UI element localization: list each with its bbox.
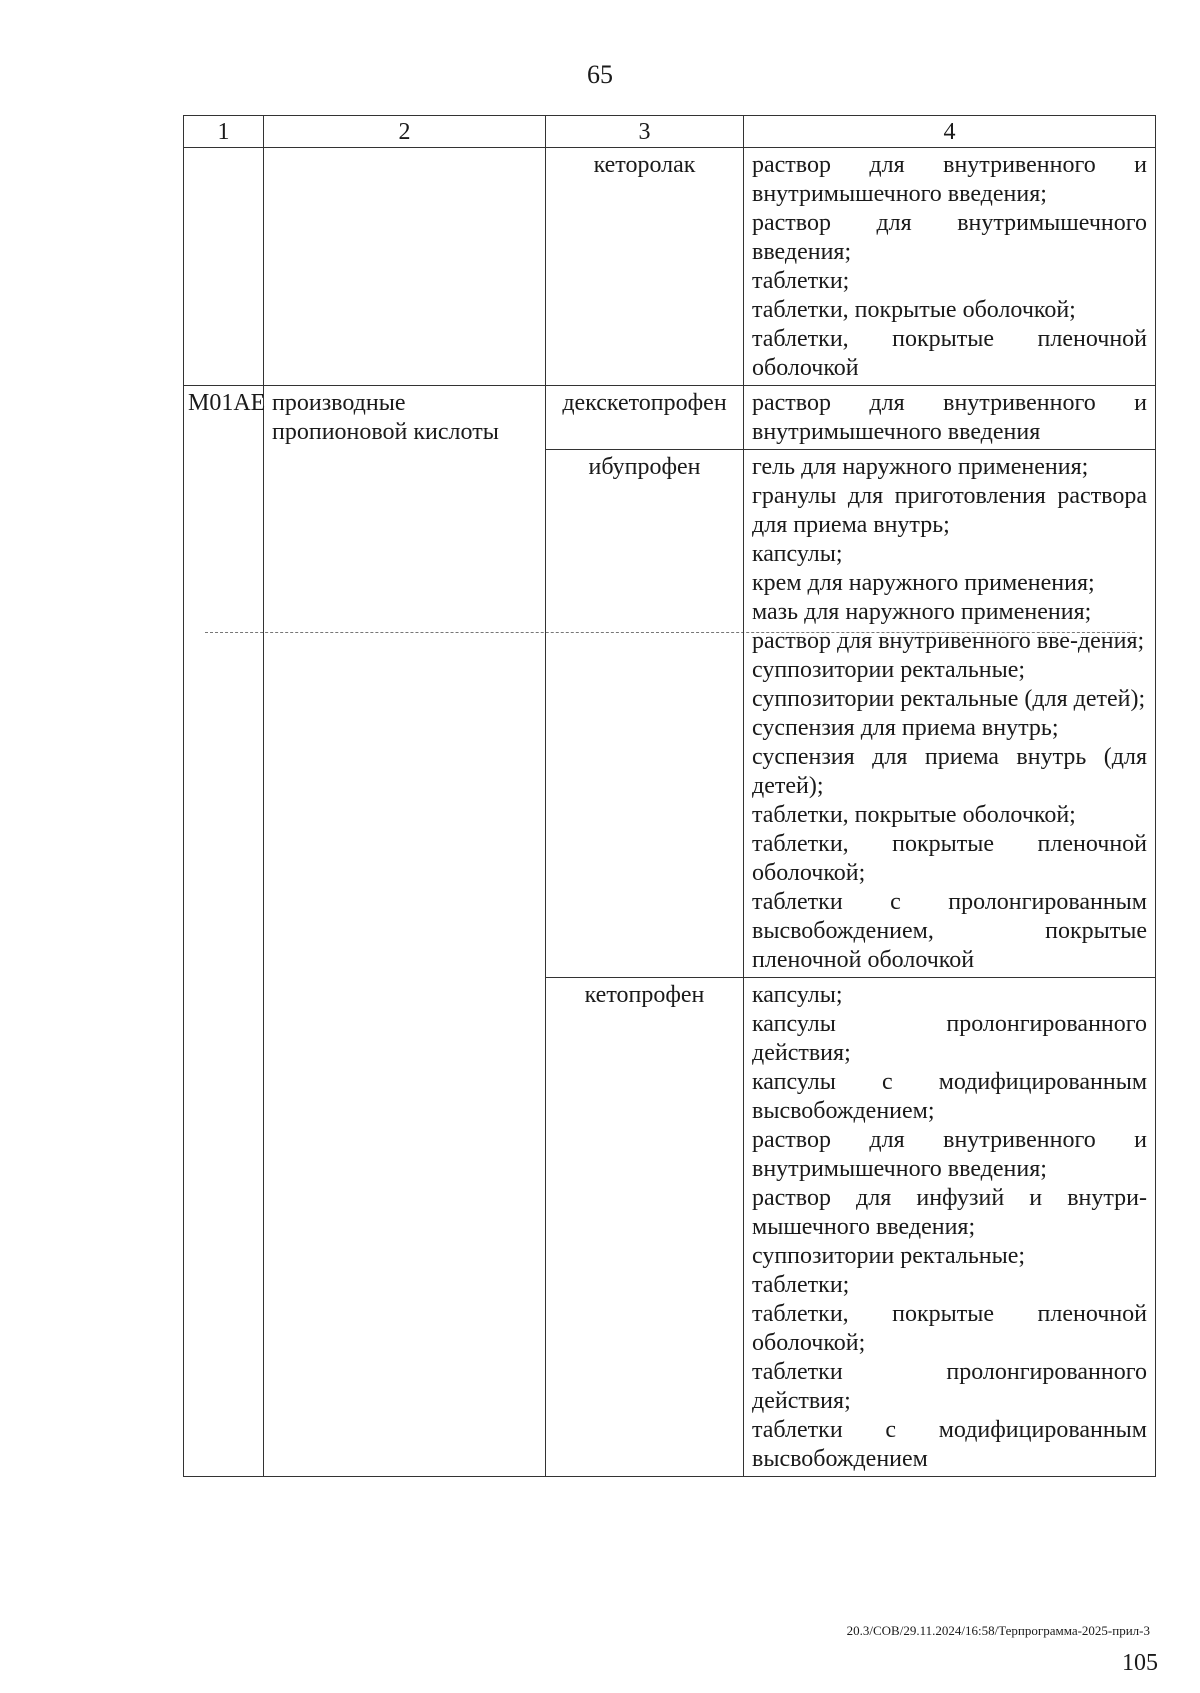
dosage-form: капсулы с модифицированным высвобождением;	[752, 1069, 1147, 1124]
inn-cell: кетопрофен	[546, 978, 744, 1477]
dosage-form: раствор для внутривенного и внутримышечного введения	[752, 390, 1147, 445]
inn-cell: кеторолак	[546, 148, 744, 386]
dosage-form: крем для наружного применения;	[752, 570, 1095, 596]
group-cell: производные пропионовой кислоты	[264, 386, 546, 1477]
dosage-forms-cell	[744, 148, 1156, 386]
dosage-form: капсулы;	[752, 541, 843, 567]
dosage-form: таблетки;	[752, 1272, 850, 1298]
table-row	[184, 386, 1156, 450]
document-stamp-note: 20.3/СОВ/29.11.2024/16:58/Терпрограмма-2025-прил-3	[846, 1623, 1150, 1638]
inn-cell: ибупрофен	[546, 450, 744, 978]
atc-code-cell	[184, 148, 264, 386]
dosage-form: суспензия для приема внутрь;	[752, 715, 1059, 741]
header-col-2: 2	[264, 116, 546, 148]
page-number: 65	[587, 60, 613, 89]
dosage-forms-cell	[744, 978, 1156, 1477]
dosage-form: таблетки с модифицированным высвобождением	[752, 1417, 1147, 1472]
table-row	[184, 148, 1156, 386]
dosage-form: гель для наружного применения;	[752, 454, 1089, 480]
inn-cell: декскетопрофен	[546, 386, 744, 450]
dosage-form: раствор для внутривенного вве-дения;	[752, 628, 1145, 654]
group-cell	[264, 148, 546, 386]
dosage-form: таблетки с пролонгированным высвобождением, покрытые пленочной оболочкой	[752, 889, 1147, 973]
dosage-form: таблетки;	[752, 268, 850, 294]
dosage-form: капсулы;	[752, 982, 843, 1008]
dosage-form: суппозитории ректальные;	[752, 1243, 1026, 1269]
dosage-form: таблетки, покрытые оболочкой;	[752, 297, 1076, 323]
header-col-3: 3	[546, 116, 744, 148]
header-col-4: 4	[744, 116, 1156, 148]
dosage-form: суппозитории ректальные (для детей);	[752, 686, 1146, 712]
dosage-form: мазь для наружного применения;	[752, 599, 1092, 625]
dosage-forms-cell	[744, 450, 1156, 978]
dosage-form: раствор для внутримышечного введения;	[752, 210, 1147, 265]
atc-code-cell: M01AE	[184, 386, 264, 1477]
dosage-form: раствор для внутривенного и внутримышечного введения;	[752, 152, 1147, 207]
dosage-form: таблетки, покрытые оболочкой;	[752, 802, 1076, 828]
dosage-form: капсулы пролонгированного действия;	[752, 1011, 1147, 1066]
drug-table	[183, 115, 1156, 1477]
dosage-form: таблетки пролонгированного действия;	[752, 1359, 1147, 1414]
header-row	[184, 116, 1156, 148]
dosage-form: таблетки, покрытые пленочной оболочкой;	[752, 831, 1147, 886]
dosage-form: суппозитории ректальные;	[752, 657, 1026, 683]
dosage-form: гранулы для приготовления раствора для приема внутрь;	[752, 483, 1147, 538]
dosage-form: раствор для инфузий и внутри-мышечного введения;	[752, 1185, 1147, 1240]
dosage-forms-cell	[744, 386, 1156, 450]
dosage-form: раствор для внутривенного и внутримышечного введения;	[752, 1127, 1147, 1182]
dosage-form: таблетки, покрытые пленочной оболочкой;	[752, 1301, 1147, 1356]
dosage-form: таблетки, покрытые пленочной оболочкой	[752, 326, 1147, 381]
header-col-1: 1	[184, 116, 264, 148]
dosage-form: суспензия для приема внутрь (для детей);	[752, 744, 1147, 799]
footer-page-number: 105	[1122, 1650, 1158, 1676]
